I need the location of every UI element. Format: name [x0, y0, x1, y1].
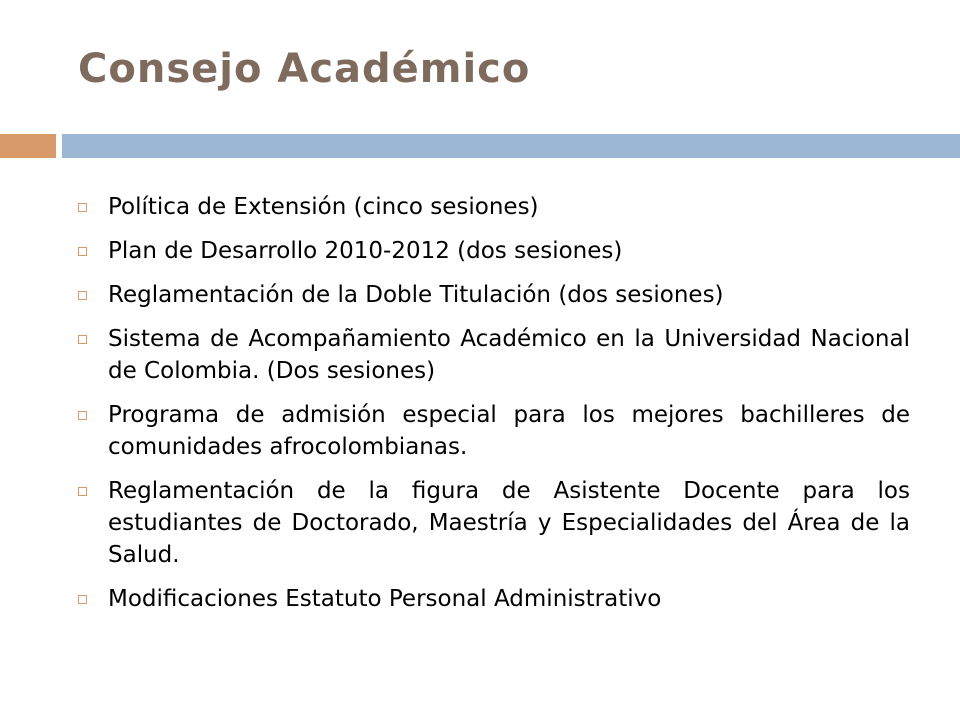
square-bullet-icon [78, 335, 87, 344]
square-bullet-icon [78, 411, 87, 420]
title-rule-bar [62, 134, 960, 158]
bullet-text: Reglamentación de la Doble Titulación (dos sesiones) [108, 282, 724, 308]
slide-title: Consejo Académico [78, 46, 531, 92]
bullet-item [78, 399, 910, 463]
square-bullet-icon [78, 203, 87, 212]
square-bullet-icon [78, 595, 87, 604]
bullet-text: Plan de Desarrollo 2010-2012 (dos sesiones) [108, 238, 623, 264]
bullet-text: Modificaciones Estatuto Personal Administrativo [108, 586, 662, 612]
title-accent-bar [0, 134, 56, 158]
bullet-item [78, 475, 910, 571]
bullet-text: Programa de admisión especial para los mejores bachilleres de comunidades afrocolombianas. [108, 402, 910, 460]
bullet-item [78, 323, 910, 387]
bullet-item [78, 583, 910, 615]
square-bullet-icon [78, 291, 87, 300]
bullet-item [78, 279, 910, 311]
bullet-text: Sistema de Acompañamiento Académico en la Universidad Nacional de Colombia. (Dos sesiones) [108, 326, 910, 384]
bullet-text: Política de Extensión (cinco sesiones) [108, 194, 539, 220]
square-bullet-icon [78, 487, 87, 496]
square-bullet-icon [78, 247, 87, 256]
bullet-list [78, 191, 910, 627]
bullet-text: Reglamentación de la figura de Asistente Docente para los estudiantes de Doctorado, Maestría y Especialidades del Área de la Salud. [108, 478, 910, 568]
bullet-item [78, 191, 910, 223]
bullet-item [78, 235, 910, 267]
